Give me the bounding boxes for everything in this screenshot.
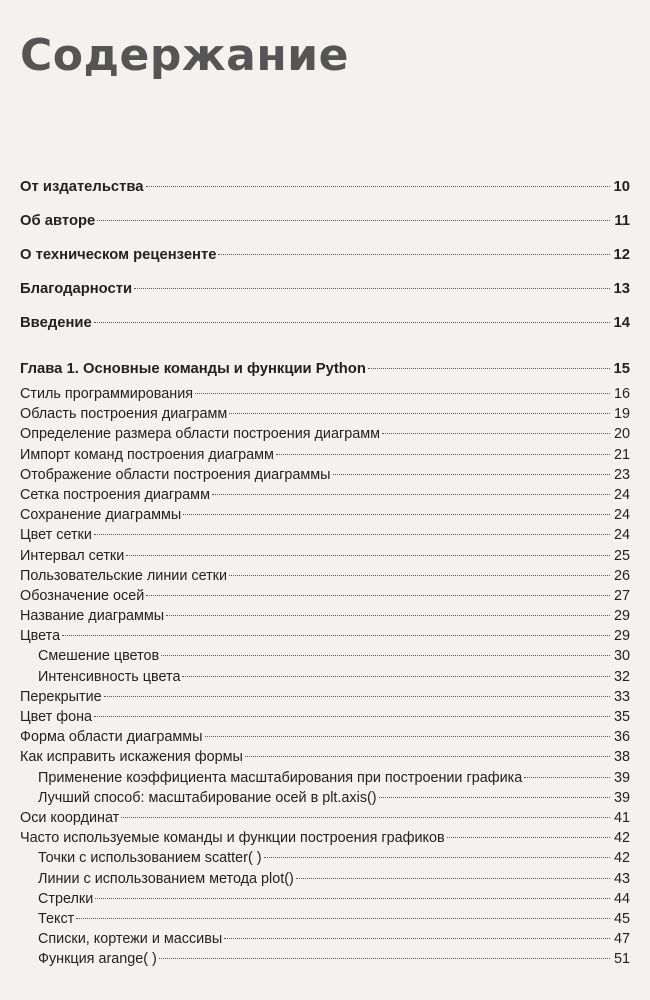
dot-leader bbox=[161, 655, 610, 656]
entry-page-number: 23 bbox=[613, 466, 630, 483]
dot-leader bbox=[379, 797, 610, 798]
entry-label: Название диаграммы bbox=[20, 608, 165, 625]
dot-leader bbox=[146, 186, 610, 187]
toc-section-entry bbox=[20, 828, 630, 848]
entry-label: Точки с использованием scatter( ) bbox=[38, 850, 262, 867]
entry-page-number: 39 bbox=[613, 789, 630, 806]
entry-label: Оси координат bbox=[20, 809, 120, 826]
entry-label: Стиль программирования bbox=[20, 386, 194, 402]
toc-section-entry bbox=[20, 707, 630, 727]
entry-label: Форма области диаграммы bbox=[20, 729, 203, 746]
entry-page-number: 21 bbox=[613, 446, 630, 463]
entry-page-number: 42 bbox=[613, 850, 630, 867]
entry-label: Об авторе bbox=[20, 213, 96, 229]
entry-label: Часто используемые команды и функции построения графиков bbox=[20, 830, 445, 847]
toc-section-entry bbox=[20, 566, 630, 586]
toc-subsection-entry bbox=[20, 889, 630, 909]
entry-page-number: 38 bbox=[613, 749, 630, 766]
entry-page-number: 36 bbox=[613, 729, 630, 746]
dot-leader bbox=[368, 368, 610, 369]
entry-page-number: 24 bbox=[613, 507, 630, 524]
entry-label: Как исправить искажения формы bbox=[20, 749, 243, 766]
toc-section-entry bbox=[20, 465, 630, 485]
dot-leader bbox=[134, 288, 610, 289]
entry-label: Интенсивность цвета bbox=[38, 668, 181, 685]
entry-label: Интервал сетки bbox=[20, 547, 125, 564]
toc-section-entry bbox=[20, 727, 630, 747]
entry-page-number: 24 bbox=[613, 527, 630, 544]
entry-page-number: 29 bbox=[613, 628, 630, 645]
dot-leader bbox=[195, 393, 610, 394]
entry-page-number: 13 bbox=[613, 281, 630, 297]
entry-page-number: 20 bbox=[613, 426, 630, 443]
dot-leader bbox=[62, 635, 610, 636]
table-of-contents bbox=[20, 170, 630, 969]
dot-leader bbox=[146, 595, 610, 596]
toc-subsection-entry bbox=[20, 646, 630, 666]
entry-label: Перекрытие bbox=[20, 688, 102, 705]
entry-page-number: 25 bbox=[613, 547, 630, 564]
entry-label: Смешение цветов bbox=[38, 648, 160, 665]
entry-label: О техническом рецензенте bbox=[20, 247, 217, 263]
entry-page-number: 26 bbox=[613, 567, 630, 584]
entry-page-number: 10 bbox=[613, 179, 630, 195]
dot-leader bbox=[382, 433, 610, 434]
entry-label: Цвета bbox=[20, 628, 61, 645]
toc-section-entry bbox=[20, 424, 630, 444]
spacer bbox=[20, 340, 630, 354]
dot-leader bbox=[205, 736, 611, 737]
dot-leader bbox=[159, 958, 610, 959]
entry-page-number: 29 bbox=[613, 608, 630, 625]
entry-label: Текст bbox=[38, 910, 75, 927]
entry-label: Цвет сетки bbox=[20, 527, 92, 544]
dot-leader bbox=[94, 716, 610, 717]
entry-label: Лучший способ: масштабирование осей в plt.axis() bbox=[38, 789, 377, 806]
entry-page-number: 12 bbox=[613, 247, 630, 263]
chapter-title: Глава 1. Основные команды и функции Python bbox=[20, 361, 366, 377]
entry-label: Пользовательские линии сетки bbox=[20, 567, 228, 584]
entry-label: Стрелки bbox=[38, 890, 94, 907]
entry-label: Линии с использованием метода plot() bbox=[38, 870, 294, 887]
dot-leader bbox=[183, 514, 610, 515]
dot-leader bbox=[524, 777, 610, 778]
dot-leader bbox=[229, 575, 610, 576]
dot-leader bbox=[182, 676, 610, 677]
toc-subsection-entry bbox=[20, 929, 630, 949]
dot-leader bbox=[76, 918, 610, 919]
toc-subsection-entry bbox=[20, 768, 630, 788]
toc-section-entry bbox=[20, 606, 630, 626]
entry-page-number: 35 bbox=[613, 709, 630, 725]
toc-section-entry bbox=[20, 687, 630, 707]
dot-leader bbox=[212, 494, 610, 495]
entry-page-number: 42 bbox=[613, 830, 630, 847]
entry-page-number: 45 bbox=[613, 910, 630, 927]
toc-subsection-entry bbox=[20, 848, 630, 868]
entry-page-number: 14 bbox=[613, 315, 630, 331]
toc-section-entry bbox=[20, 747, 630, 767]
entry-label: Импорт команд построения диаграмм bbox=[20, 446, 274, 463]
toc-section-entry bbox=[20, 808, 630, 828]
entry-label: Обозначение осей bbox=[20, 587, 145, 604]
chapter-page-number: 15 bbox=[613, 361, 630, 377]
entry-page-number: 51 bbox=[613, 951, 630, 968]
entry-page-number: 33 bbox=[613, 688, 630, 705]
entry-page-number: 47 bbox=[613, 931, 630, 948]
toc-section-entry bbox=[20, 546, 630, 566]
entry-label: Сетка построения диаграмм bbox=[20, 486, 210, 503]
entry-page-number: 44 bbox=[613, 890, 630, 907]
entry-label: Функция arange( ) bbox=[38, 951, 157, 968]
entry-page-number: 43 bbox=[613, 870, 630, 887]
dot-leader bbox=[264, 857, 610, 858]
toc-chapter-entry bbox=[20, 354, 630, 384]
toc-section-entry bbox=[20, 384, 630, 404]
dot-leader bbox=[104, 696, 610, 697]
dot-leader bbox=[166, 615, 610, 616]
dot-leader bbox=[447, 837, 610, 838]
toc-subsection-entry bbox=[20, 667, 630, 687]
entry-page-number: 11 bbox=[614, 213, 630, 229]
entry-page-number: 30 bbox=[613, 648, 630, 665]
entry-label: Определение размера области построения диаграмм bbox=[20, 426, 381, 443]
entry-page-number: 16 bbox=[613, 386, 630, 402]
entry-label: Сохранение диаграммы bbox=[20, 507, 182, 524]
dot-leader bbox=[276, 454, 610, 455]
toc-section-entry bbox=[20, 485, 630, 505]
entry-label: Отображение области построения диаграммы bbox=[20, 466, 331, 483]
dot-leader bbox=[296, 878, 610, 879]
toc-section-entry bbox=[20, 445, 630, 465]
toc-section-entry bbox=[20, 525, 630, 545]
entry-page-number: 24 bbox=[613, 486, 630, 503]
dot-leader bbox=[97, 220, 610, 221]
entry-label: Цвет фона bbox=[20, 709, 93, 725]
entry-label: Область построения диаграмм bbox=[20, 406, 228, 423]
dot-leader bbox=[126, 555, 610, 556]
entry-page-number: 39 bbox=[613, 769, 630, 786]
entry-label: Списки, кортежи и массивы bbox=[38, 931, 223, 948]
toc-section-entry bbox=[20, 626, 630, 646]
entry-label: От издательства bbox=[20, 179, 144, 195]
dot-leader bbox=[94, 534, 610, 535]
front-matter-list bbox=[20, 170, 630, 340]
entry-page-number: 41 bbox=[613, 809, 630, 826]
toc-front-matter-entry bbox=[20, 170, 630, 204]
dot-leader bbox=[218, 254, 610, 255]
page-title: Содержание bbox=[20, 30, 349, 81]
dot-leader bbox=[245, 756, 610, 757]
entry-label: Введение bbox=[20, 315, 92, 331]
dot-leader bbox=[229, 413, 610, 414]
toc-section-entry bbox=[20, 404, 630, 424]
dot-leader bbox=[333, 474, 610, 475]
entry-label: Применение коэффициента масштабирования при построении графика bbox=[38, 769, 523, 786]
entry-page-number: 32 bbox=[613, 668, 630, 685]
toc-front-matter-entry bbox=[20, 306, 630, 340]
toc-front-matter-entry bbox=[20, 204, 630, 238]
dot-leader bbox=[121, 817, 610, 818]
toc-section-entry bbox=[20, 505, 630, 525]
toc-subsection-entry bbox=[20, 949, 630, 969]
toc-front-matter-entry bbox=[20, 272, 630, 306]
toc-subsection-entry bbox=[20, 869, 630, 889]
entry-label: Благодарности bbox=[20, 281, 133, 297]
dot-leader bbox=[95, 898, 610, 899]
section-list bbox=[20, 384, 630, 969]
dot-leader bbox=[94, 322, 610, 323]
toc-subsection-entry bbox=[20, 788, 630, 808]
toc-front-matter-entry bbox=[20, 238, 630, 272]
toc-section-entry bbox=[20, 586, 630, 606]
entry-page-number: 19 bbox=[613, 406, 630, 423]
dot-leader bbox=[224, 938, 610, 939]
toc-subsection-entry bbox=[20, 909, 630, 929]
entry-page-number: 27 bbox=[613, 587, 630, 604]
